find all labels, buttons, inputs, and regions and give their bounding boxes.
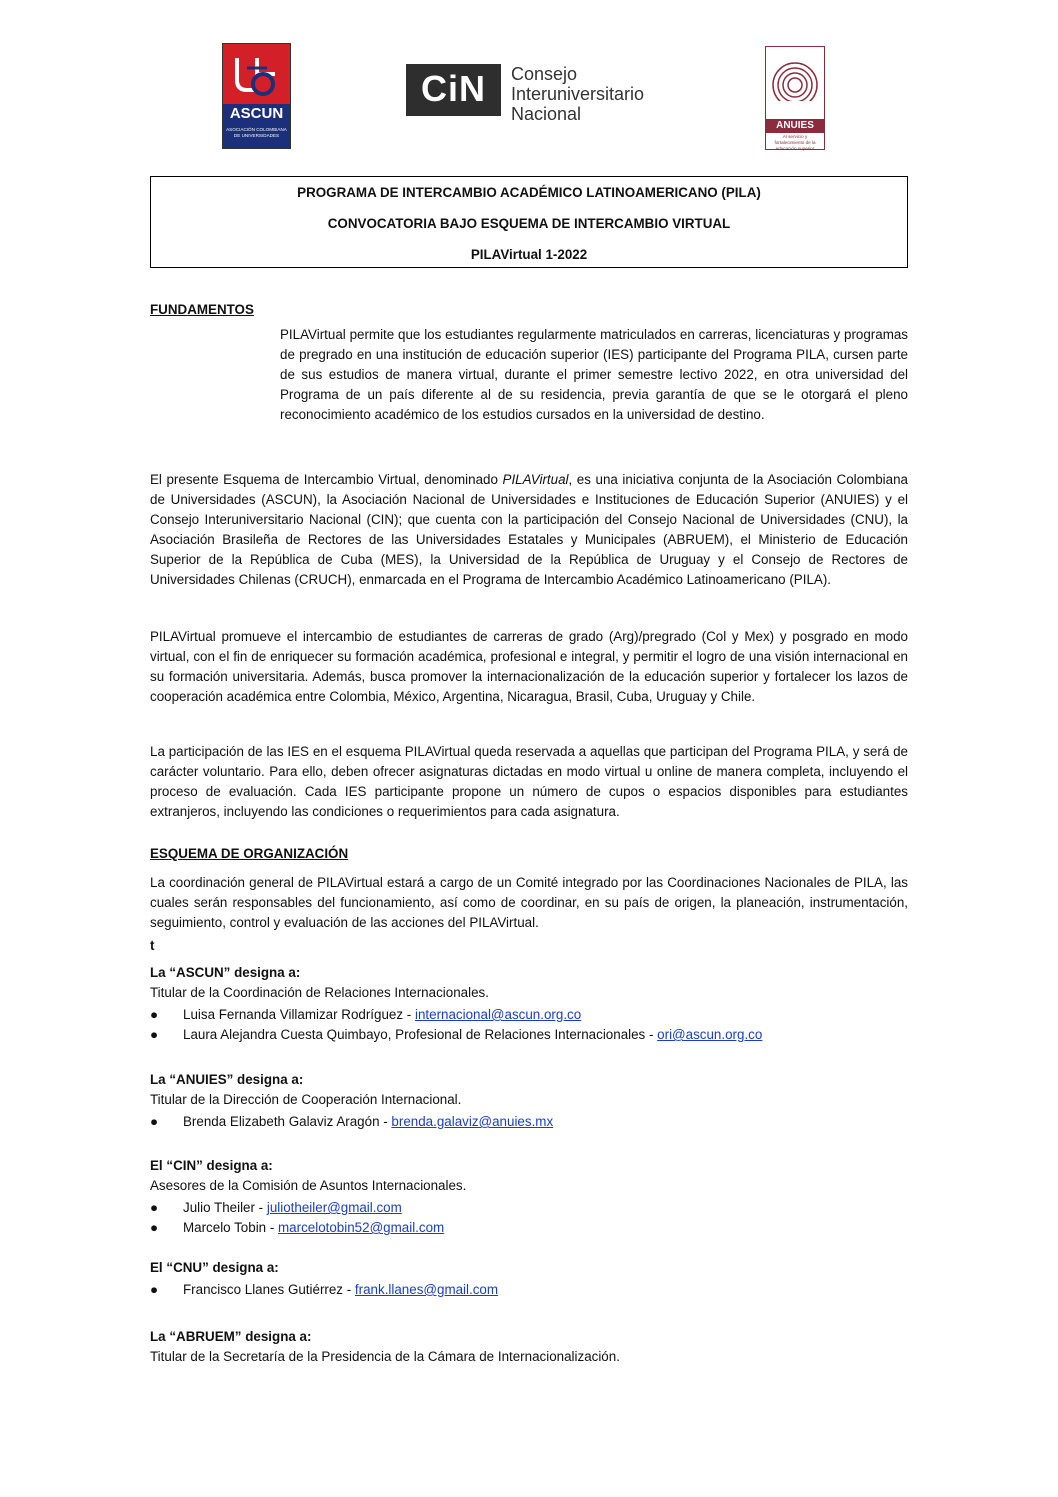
contact-name: Brenda Elizabeth Galaviz Aragón - <box>183 1114 392 1129</box>
ascun-logo-name: ASCUN <box>229 105 284 122</box>
bullet: ● <box>150 1282 159 1297</box>
fundamentos-heading: FUNDAMENTOS <box>150 302 254 317</box>
fundamentos-paragraph-1 <box>150 470 908 590</box>
email-link[interactable]: internacional@ascun.org.co <box>414 1007 582 1022</box>
contact-name: Laura Alejandra Cuesta Quimbayo, Profesional de Relaciones Internacionales - <box>183 1027 658 1042</box>
contact-name: Julio Theiler - <box>183 1200 267 1215</box>
organizacion-heading: ESQUEMA DE ORGANIZACIÓN <box>150 846 349 861</box>
fundamentos-paragraph-2: PILAVirtual promueve el intercambio de estudiantes de carreras de grado (Arg)/pregrado (Col y Mex) y posgrado en modo virtual, con el fin de enriquecer su formación académica, profesional e integral, y permitir el logro de una visión internacional en su formación universitaria. Además, busca promover la internacionalización de la educación superior y fortalecer los lazos de cooperación académica entre Colombia, México, Argentina, Nicaragua, Brasil, Cuba, Uruguay y Chile. <box>150 629 908 704</box>
cin-designation-title: El “CIN” designa a: <box>150 1158 273 1173</box>
cin-logo-text <box>511 64 644 124</box>
cnu-designation-title: El “CNU” designa a: <box>150 1260 279 1275</box>
title-box <box>150 176 908 268</box>
p1-after: , es una iniciativa conjunta de la Asociación Colombiana de Universidades (ASCUN), la Asociación Nacional de Universidades e Instituciones de Educación Superior (ANUIES) y el Consejo Interuniversitario Nacional (CIN); que cuenta con la participación del Consejo Nacional de Universidades (CNU), la Asociación Brasileña de Rectores de las Universidades Estatales y Municipales (ABRUEM), el Ministerio de Educación Superior de la República de Cuba (MES), la Universidad de la República de Uruguay y el Consejo de Rectores de Universidades Chilenas (CRUCH), enmarcada en el Programa de Intercambio Académico Latinoamericano (PILA). <box>150 472 908 587</box>
abruem-designation-title: La “ABRUEM” designa a: <box>150 1329 312 1344</box>
cin-logo-line3: Nacional <box>511 104 582 124</box>
cin-logo-line2: Interuniversitario <box>511 84 645 104</box>
email-link[interactable]: ori@ascun.org.co <box>657 1027 763 1042</box>
abruem-designation-role: Titular de la Secretaría de la Presidencia de la Cámara de Internacionalización. <box>150 1349 620 1364</box>
ascun-emblem-icon <box>233 54 279 100</box>
contact-name: Luisa Fernanda Villamizar Rodríguez - <box>183 1007 415 1022</box>
title-line-2: CONVOCATORIA BAJO ESQUEMA DE INTERCAMBIO VIRTUAL <box>327 216 731 231</box>
bullet: ● <box>150 1200 159 1215</box>
cin-logo-line1: Consejo <box>511 64 578 84</box>
contact-name: Marcelo Tobin - <box>183 1220 279 1235</box>
organizacion-paragraph: La coordinación general de PILAVirtual estará a cargo de un Comité integrado por las Coordinaciones Nacionales de PILA, las cuales serán responsables del funcionamiento, así como de coordinar, en su país de origen, la planeación, instrumentación, seguimiento, control y evaluación de las acciones del PILAVirtual. <box>150 875 908 930</box>
cin-logo-mark <box>406 64 501 116</box>
ascun-logo <box>222 43 291 149</box>
anuies-logo-name: ANUIES <box>766 119 824 133</box>
stray-character: t <box>150 938 155 953</box>
email-link[interactable]: juliotheiler@gmail.com <box>266 1200 402 1215</box>
cin-designation-role: Asesores de la Comisión de Asuntos Internacionales. <box>150 1178 467 1193</box>
p1-before: El presente Esquema de Intercambio Virtual, denominado <box>150 472 503 487</box>
title-line-1: PROGRAMA DE INTERCAMBIO ACADÉMICO LATINOAMERICANO (PILA) <box>297 185 761 200</box>
fundamentos-intro: PILAVirtual permite que los estudiantes regularmente matriculados en carreras, licenciaturas y programas de pregrado en una institución de educación superior (IES) participante del Programa PILA, cursen parte de sus estudios de manera virtual, durante el primer semestre lectivo 2022, en otra universidad del Programa de un país diferente al de su residencia, previa garantía de que se le otorgará el pleno reconocimiento académico de los estudios cursados en la universidad de destino. <box>280 327 908 422</box>
cin-logo-letters: CiN <box>421 68 486 109</box>
bullet: ● <box>150 1027 159 1042</box>
contact-name: Francisco Llanes Gutiérrez - <box>183 1282 355 1297</box>
bullet: ● <box>150 1220 159 1235</box>
p1-italic: PILAVirtual <box>502 472 569 487</box>
email-link[interactable]: brenda.galaviz@anuies.mx <box>391 1114 554 1129</box>
email-link[interactable]: frank.llanes@gmail.com <box>354 1282 499 1297</box>
anuies-circles-icon <box>770 55 820 101</box>
ascun-designation-role: Titular de la Coordinación de Relaciones Internacionales. <box>150 985 489 1000</box>
title-line-3: PILAVirtual 1-2022 <box>470 247 588 262</box>
anuies-designation-role: Titular de la Dirección de Cooperación Internacional. <box>150 1092 462 1107</box>
anuies-designation-title: La “ANUIES” designa a: <box>150 1072 304 1087</box>
bullet: ● <box>150 1114 159 1129</box>
fundamentos-paragraph-3: La participación de las IES en el esquema PILAVirtual queda reservada a aquellas que participan del Programa PILA, y será de carácter voluntario. Para ello, deben ofrecer asignaturas dictadas en modo virtual u online de manera completa, incluyendo el proceso de evaluación. Cada IES participante propone un número de cupos o espacios disponibles para estudiantes extranjeros, incluyendo las condiciones o requerimientos para cada asignatura. <box>150 744 908 819</box>
email-link[interactable]: marcelotobin52@gmail.com <box>278 1220 445 1235</box>
ascun-logo-subtitle: ASOCIACIÓN COLOMBIANA DE UNIVERSIDADES <box>226 127 287 138</box>
anuies-logo-subtitle: Al servicio y fortalecimiento de la educación superior <box>774 134 816 151</box>
ascun-designation-title: La “ASCUN” designa a: <box>150 965 301 980</box>
anuies-logo <box>765 46 825 150</box>
bullet: ● <box>150 1007 159 1022</box>
